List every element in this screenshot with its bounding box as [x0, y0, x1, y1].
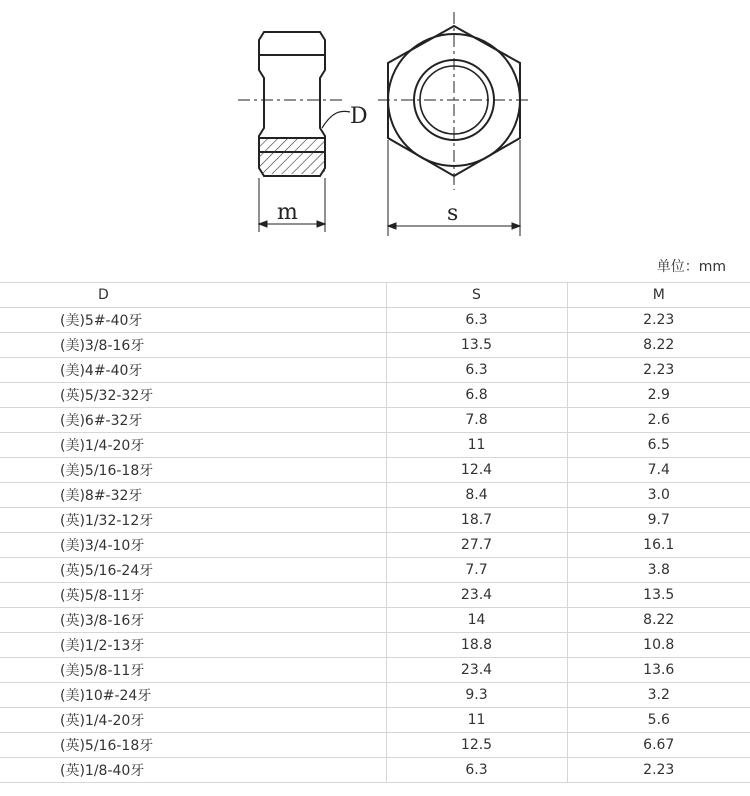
cell-s: 9.3 [386, 683, 567, 708]
cell-s: 27.7 [386, 533, 567, 558]
table-row [0, 633, 750, 658]
cell-d: (美)5/8-11牙 [0, 658, 386, 683]
cell-d: (美)3/8-16牙 [0, 333, 386, 358]
cell-s: 18.7 [386, 508, 567, 533]
table-row [0, 708, 750, 733]
table-row [0, 683, 750, 708]
header-s: S [386, 283, 567, 308]
cell-m: 16.1 [567, 533, 750, 558]
cell-d: (英)1/8-40牙 [0, 758, 386, 783]
cell-d: (美)5/16-18牙 [0, 458, 386, 483]
cell-s: 6.8 [386, 383, 567, 408]
cell-s: 6.3 [386, 758, 567, 783]
table-header-row [0, 283, 750, 308]
cell-m: 2.9 [567, 383, 750, 408]
cell-s: 12.4 [386, 458, 567, 483]
cell-m: 13.6 [567, 658, 750, 683]
cell-d: (美)5#-40牙 [0, 308, 386, 333]
table-row [0, 608, 750, 633]
cell-s: 8.4 [386, 483, 567, 508]
table-row [0, 333, 750, 358]
cell-s: 13.5 [386, 333, 567, 358]
cell-s: 11 [386, 433, 567, 458]
table-row [0, 483, 750, 508]
cell-d: (英)1/32-12牙 [0, 508, 386, 533]
table-row [0, 408, 750, 433]
cell-m: 13.5 [567, 583, 750, 608]
table-row [0, 758, 750, 783]
cell-d: (英)5/16-24牙 [0, 558, 386, 583]
cell-d: (英)1/4-20牙 [0, 708, 386, 733]
cell-m: 3.2 [567, 683, 750, 708]
cell-d: (美)3/4-10牙 [0, 533, 386, 558]
table-row [0, 383, 750, 408]
table-row [0, 583, 750, 608]
table-row [0, 458, 750, 483]
cell-d: (美)1/4-20牙 [0, 433, 386, 458]
cell-m: 3.8 [567, 558, 750, 583]
cell-m: 5.6 [567, 708, 750, 733]
table-row [0, 508, 750, 533]
unit-label: 单位：mm [656, 259, 726, 275]
cell-s: 12.5 [386, 733, 567, 758]
cell-d: (美)1/2-13牙 [0, 633, 386, 658]
cell-s: 6.3 [386, 358, 567, 383]
cell-s: 18.8 [386, 633, 567, 658]
cell-m: 10.8 [567, 633, 750, 658]
table-row [0, 358, 750, 383]
table-row [0, 558, 750, 583]
cell-m: 2.23 [567, 358, 750, 383]
table-row [0, 733, 750, 758]
drawing-label-m: m [277, 200, 298, 225]
cell-s: 14 [386, 608, 567, 633]
cell-s: 23.4 [386, 583, 567, 608]
table-row [0, 658, 750, 683]
cell-d: (美)8#-32牙 [0, 483, 386, 508]
header-d: D [0, 283, 386, 308]
cell-d: (英)5/32-32牙 [0, 383, 386, 408]
cell-d: (英)5/8-11牙 [0, 583, 386, 608]
cell-m: 2.23 [567, 308, 750, 333]
table-row [0, 433, 750, 458]
cell-m: 9.7 [567, 508, 750, 533]
cell-m: 2.6 [567, 408, 750, 433]
cell-m: 8.22 [567, 608, 750, 633]
cell-d: (英)3/8-16牙 [0, 608, 386, 633]
cell-m: 7.4 [567, 458, 750, 483]
cell-d: (美)6#-32牙 [0, 408, 386, 433]
cell-m: 3.0 [567, 483, 750, 508]
cell-s: 7.8 [386, 408, 567, 433]
cell-d: (美)4#-40牙 [0, 358, 386, 383]
cell-m: 6.5 [567, 433, 750, 458]
table-row [0, 308, 750, 333]
hex-nut-drawing [0, 0, 750, 250]
header-m: M [567, 283, 750, 308]
table-row [0, 533, 750, 558]
table-body [0, 308, 750, 783]
cell-s: 11 [386, 708, 567, 733]
cell-s: 23.4 [386, 658, 567, 683]
drawing-label-s: s [447, 201, 459, 226]
cell-m: 8.22 [567, 333, 750, 358]
cell-d: (美)10#-24牙 [0, 683, 386, 708]
cell-s: 6.3 [386, 308, 567, 333]
spec-table [0, 282, 750, 783]
cell-m: 2.23 [567, 758, 750, 783]
cell-m: 6.67 [567, 733, 750, 758]
drawing-label-d: D [350, 104, 368, 129]
cell-s: 7.7 [386, 558, 567, 583]
cell-d: (英)5/16-18牙 [0, 733, 386, 758]
